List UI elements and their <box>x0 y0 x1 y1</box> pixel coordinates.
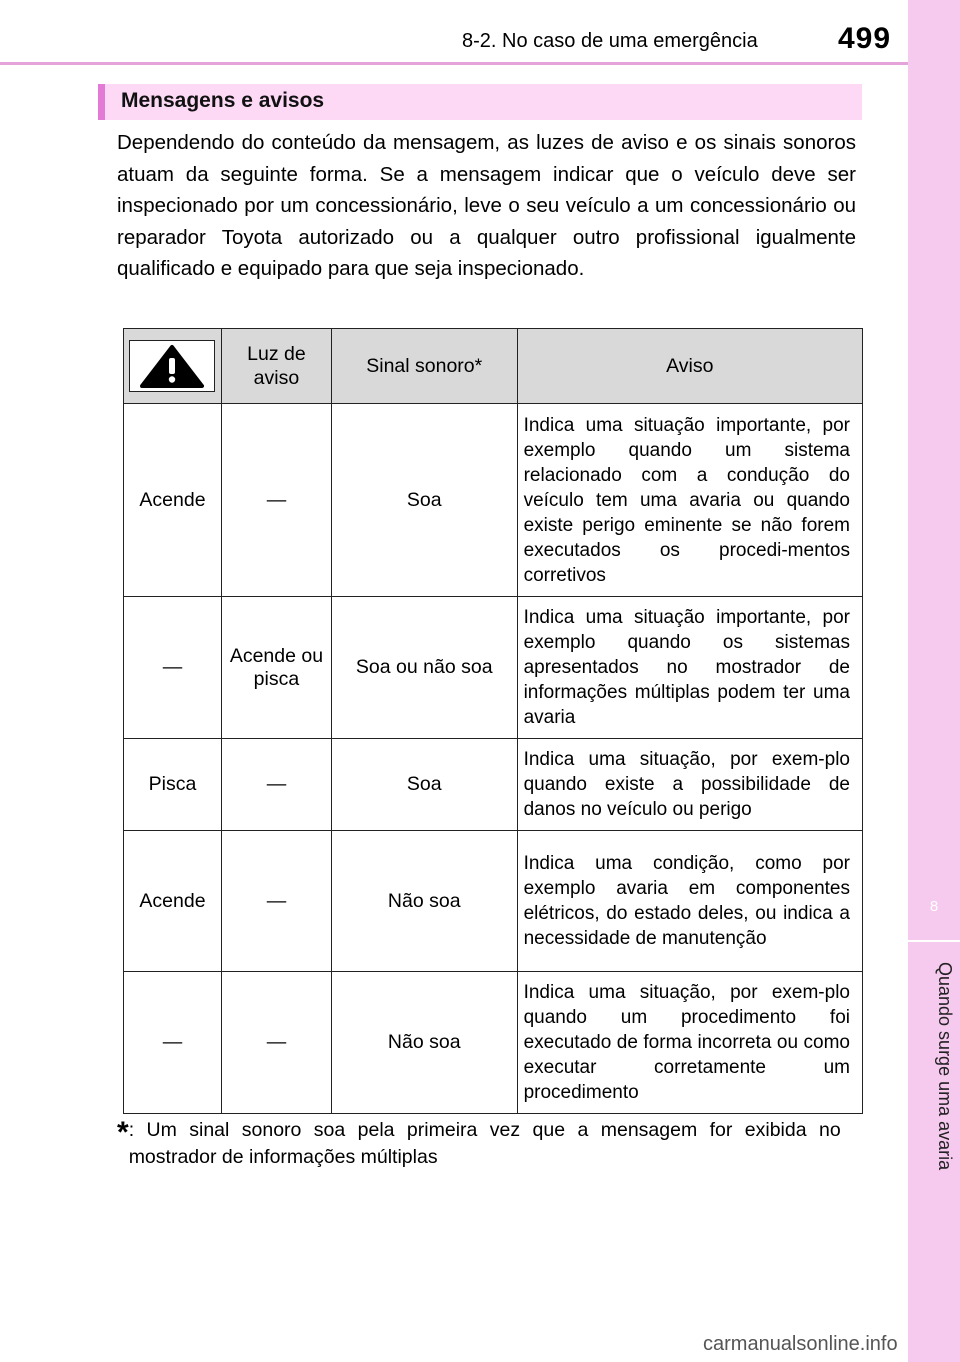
cell-sinal: Não soa <box>331 972 517 1114</box>
watermark: carmanualsonline.info <box>703 1333 898 1355</box>
cell-sinal: Soa <box>331 739 517 831</box>
section-heading-bar <box>98 84 862 120</box>
cell-aviso: Indica uma condição, como por exemplo avaria em componentes elétricos, do estado deles, ou indica a necessidade de manutenção <box>517 831 862 972</box>
chapter-number: 8 <box>929 898 939 915</box>
messages-table <box>123 328 863 1114</box>
cell-luz: — <box>221 404 331 597</box>
section-title: Mensagens e avisos <box>121 89 325 112</box>
footnote-marker: * <box>117 1116 129 1149</box>
cell-aviso: Indica uma situação, por exem-plo quando um procedimento foi executado de forma incorreta ou como executar corretamente um procedimento <box>517 972 862 1114</box>
footnote-text: : Um sinal sonoro soa pela primeira vez que a mensagem for exibida no mostrador de informações múltiplas <box>128 1119 841 1168</box>
cell-aviso: Indica uma situação importante, por exemplo quando um sistema relacionado com a condução do veículo tem uma avaria ou quando existe perigo eminente se não forem executados os procedi-mentos corretivos <box>517 404 862 597</box>
cell-sinal: Soa ou não soa <box>331 597 517 739</box>
cell-luz: Acende ou pisca <box>221 597 331 739</box>
header-divider <box>0 62 908 65</box>
footnote <box>117 1117 857 1171</box>
header-luz-de-aviso: Luz de aviso <box>221 329 331 404</box>
cell-sinal: Não soa <box>331 831 517 972</box>
page-number: 499 <box>838 22 892 55</box>
cell-icon-state: — <box>124 597 222 739</box>
warning-icon-frame <box>129 340 215 392</box>
cell-luz: — <box>221 831 331 972</box>
chapter-side-label: Quando surge uma avaria <box>935 962 955 1171</box>
table-header-row <box>124 329 863 404</box>
intro-paragraph: Dependendo do conteúdo da mensagem, as luzes de aviso e os sinais sonoros atuam da seguinte forma. Se a mensagem indicar que o veículo deve ser inspecionado por um concessionário, leve o seu veículo a um concessionário ou reparador Toyota autorizado ou a qualquer outro profissional igualmente qualificado e equipado para que seja inspecionado. <box>117 131 856 280</box>
table-row <box>124 739 863 831</box>
warning-triangle-icon <box>139 344 205 388</box>
cell-sinal: Soa <box>331 404 517 597</box>
cell-icon-state: Acende <box>124 831 222 972</box>
chapter-heading: 8-2. No caso de uma emergência <box>462 30 758 52</box>
side-tab-divider <box>908 940 960 942</box>
cell-luz: — <box>221 972 331 1114</box>
table-row <box>124 972 863 1114</box>
cell-luz: — <box>221 739 331 831</box>
cell-aviso: Indica uma situação importante, por exemplo quando os sistemas apresentados no mostrador de informações múltiplas podem ter uma avaria <box>517 597 862 739</box>
cell-aviso: Indica uma situação, por exem-plo quando existe a possibilidade de danos no veículo ou perigo <box>517 739 862 831</box>
cell-icon-state: Pisca <box>124 739 222 831</box>
table-row <box>124 831 863 972</box>
header-icon-cell <box>124 329 222 404</box>
header-aviso: Aviso <box>517 329 862 404</box>
table-row <box>124 404 863 597</box>
header-sinal-sonoro: Sinal sonoro* <box>331 329 517 404</box>
cell-icon-state: Acende <box>124 404 222 597</box>
table-row <box>124 597 863 739</box>
cell-icon-state: — <box>124 972 222 1114</box>
